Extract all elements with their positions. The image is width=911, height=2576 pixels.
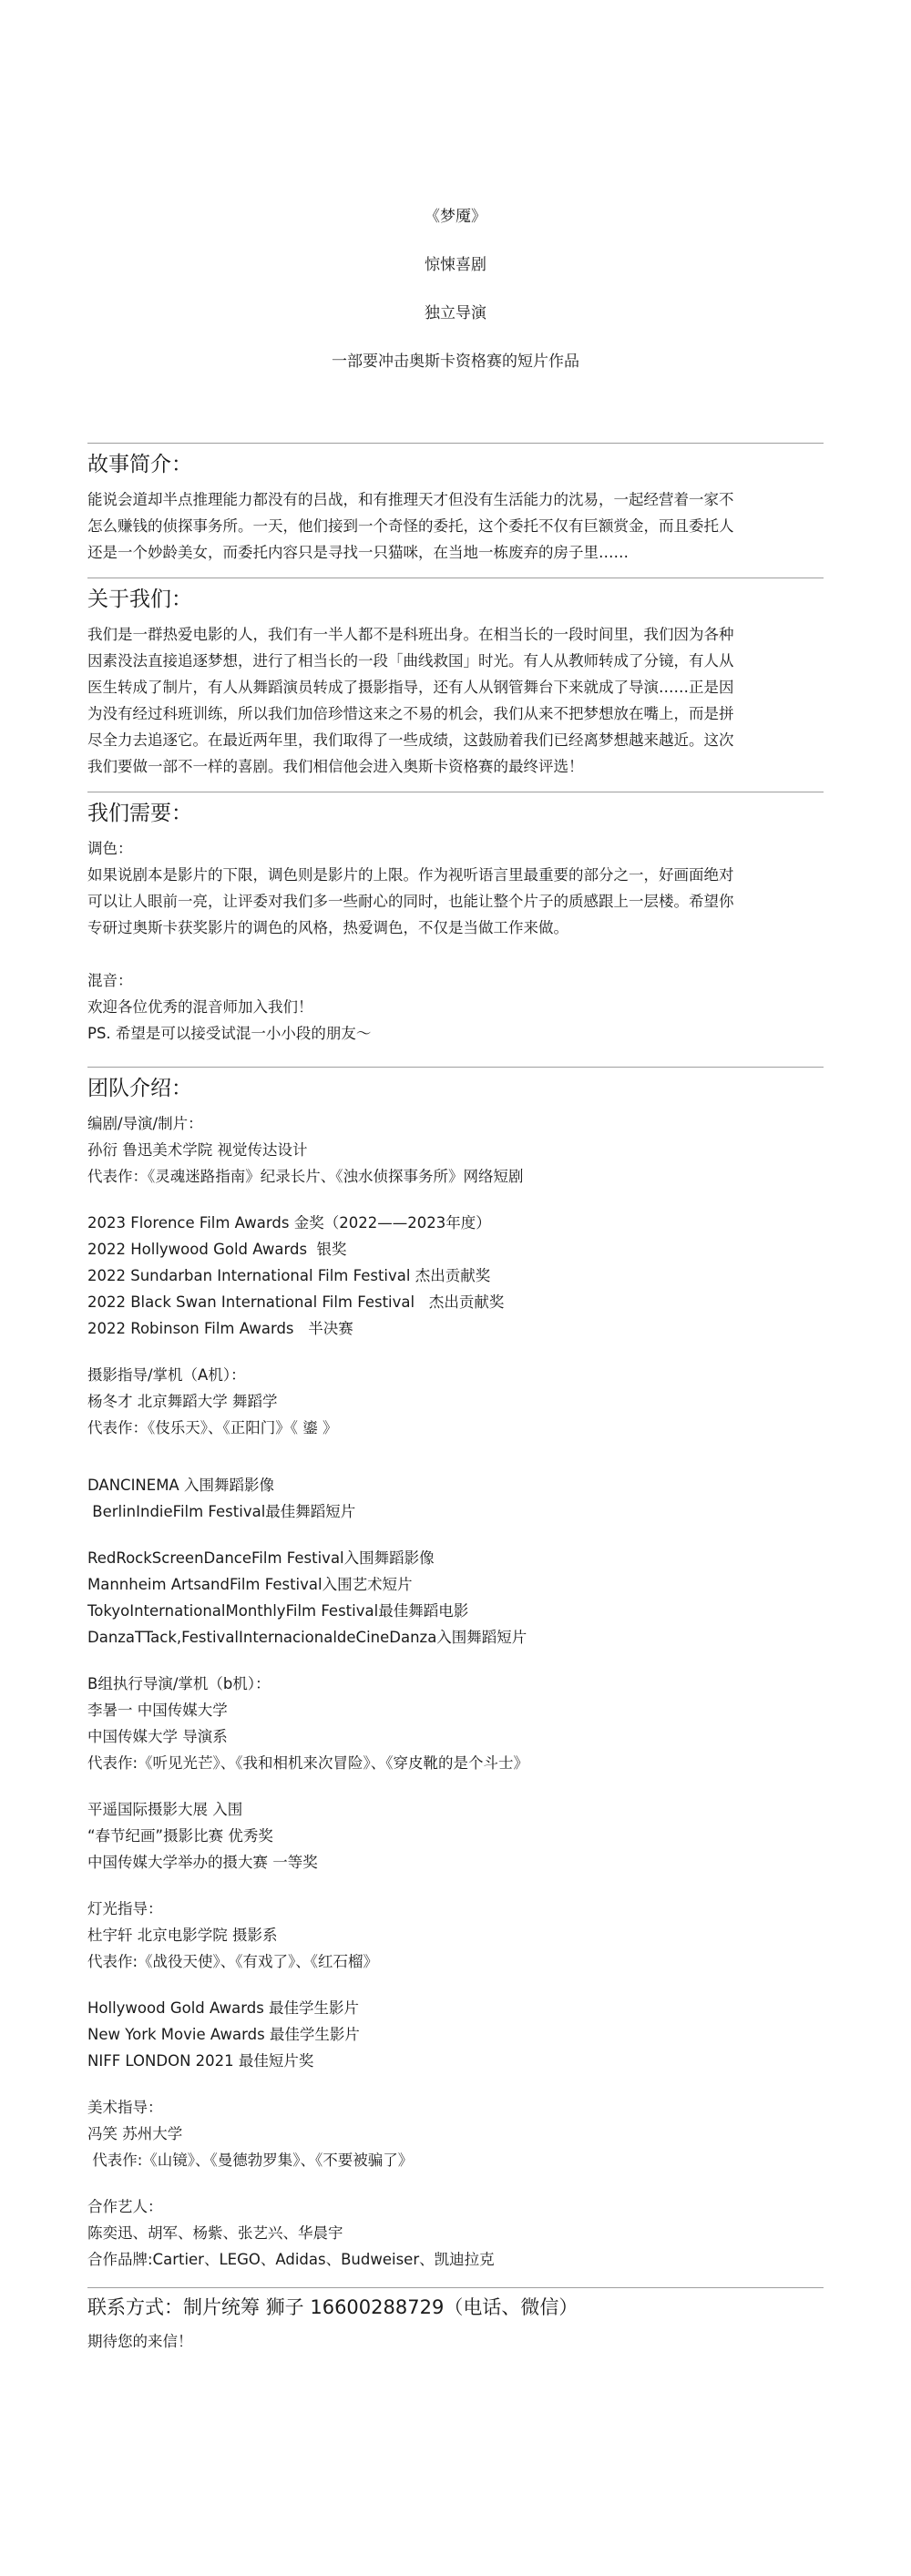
contact-info: 联系方式：制片统筹 狮子 16600288729（电话、微信） [87,2296,578,2318]
mix-label: 混音： [87,972,133,989]
dop-award: DanzaTTack,FestivalInternacionaldeCineDanza入围舞蹈短片 [87,1629,527,1646]
divider [87,443,824,444]
partners-role: 合作艺人： [87,2198,163,2215]
art-name: 冯笑 苏州大学 [87,2125,183,2142]
dop-award: RedRockScreenDanceFilm Festival入围舞蹈影像 [87,1549,435,1567]
film-title: 《梦魇》 [425,208,486,226]
lighting-award: Hollywood Gold Awards 最佳学生影片 [87,1999,360,2017]
art-works: 代表作:《山镜》、《曼德勃罗集》、《不要被骗了》 [87,2152,414,2169]
director-award: 2022 Black Swan International Film Festival 杰出贡献奖 [87,1293,505,1311]
bcam-works: 代表作:《听见光芒》、《我和相机来次冒险》、《穿皮靴的是个斗士》 [87,1754,529,1772]
lighting-role: 灯光指导： [87,1900,163,1917]
director-award: 2022 Sundarban International Film Festival 杰出贡献奖 [87,1267,491,1284]
art-role: 美术指导： [87,2099,163,2116]
partners-brands: 合作品牌:Cartier、LEGO、Adidas、Budweiser、凯迪拉克 [87,2251,495,2268]
divider [87,1067,824,1068]
lighting-works: 代表作:《战役天使》、《有戏了》、《红石榴》 [87,1953,379,1970]
dop-award: BerlinIndieFilm Festival最佳舞蹈短片 [87,1503,356,1520]
mix-line-2: PS. 希望是可以接受试混一小小段的朋友～ [87,1025,372,1042]
director-award: 2022 Robinson Film Awards 半决赛 [87,1320,353,1337]
lighting-name: 杜宇轩 北京电影学院 摄影系 [87,1927,278,1944]
bcam-award: 中国传媒大学举办的摄大赛 一等奖 [87,1854,318,1871]
story-title: 故事简介： [87,453,192,476]
lighting-award: New York Movie Awards 最佳学生影片 [87,2026,360,2043]
mix-line-1: 欢迎各位优秀的混音师加入我们！ [87,998,313,1016]
story-text: 能说会道却半点推理能力都没有的吕战，和有推理天才但没有生活能力的沈易，一起经营着一家不 怎么赚钱的侦探事务所。一天，他们接到一个奇怪的委托，这个委托不仅有巨额赏金，而且委托人 还是一个妙龄美女，而委托内容只是寻找一只猫咪，在当地一栋废弃的房子里…… [87,491,734,561]
about-title: 关于我们： [87,588,192,611]
partners-names: 陈奕迅、胡军、杨紫、张艺兴、华晨宇 [87,2224,343,2242]
dop-works: 代表作：《伎乐天》、《正阳门》《 鎏 》 [87,1419,338,1436]
film-tagline: 一部要冲击奥斯卡资格赛的短片作品 [332,353,579,371]
bcam-role: B组执行导演/掌机（b机）： [87,1675,271,1692]
dop-name: 杨冬才 北京舞蹈大学 舞蹈学 [87,1393,278,1410]
dop-award: DANCINEMA 入围舞蹈影像 [87,1477,274,1494]
dop-award: Mannheim ArtsandFilm Festival入围艺术短片 [87,1576,413,1593]
dop-award: TokyoInternationalMonthlyFilm Festival最佳舞蹈电影 [87,1602,469,1620]
director-name: 孙衍 鲁迅美术学院 视觉传达设计 [87,1141,308,1159]
director-award: 2023 Florence Film Awards 金奖（2022——2023年度） [87,1214,491,1232]
team-title: 团队介绍： [87,1077,192,1100]
director-role: 编剧/导演/制片： [87,1115,203,1132]
closing-line: 期待您的来信！ [87,2333,193,2350]
bcam-award: 平遥国际摄影大展 入围 [87,1801,243,1818]
divider [87,2287,824,2288]
about-text: 我们是一群热爱电影的人，我们有一半人都不是科班出身。在相当长的一段时间里，我们因为各种 因素没法直接追逐梦想，进行了相当长的一段「曲线救国」时光。有人从教师转成了分镜，有人从 医生转成了制片，有人从舞蹈演员转成了摄影指导，还有人从钢管舞台下来就成了导演……正是因 为没有经过科班训练，所以我们加倍珍惜这来之不易的机会，我们从来不把梦想放在嘴上，而是拼 尽全力去追逐它。在最近两年里，我们取得了一些成绩，这鼓励着我们已经离梦想越来越近。这次 我们要做一部不一样的喜剧。我们相信他会进入奥斯卡资格赛的最终评选！ [87,626,734,775]
lighting-award: NIFF LONDON 2021 最佳短片奖 [87,2052,314,2070]
bcam-school: 中国传媒大学 导演系 [87,1728,228,1745]
bcam-name: 李暑一 中国传媒大学 [87,1702,228,1719]
director-works: 代表作：《灵魂迷路指南》纪录长片、《浊水侦探事务所》网络短剧 [87,1168,524,1185]
content [87,443,824,2355]
director-award: 2022 Hollywood Gold Awards 银奖 [87,1241,347,1258]
film-genre: 惊悚喜剧 [425,256,486,274]
dop-role: 摄影指导/掌机（A机）： [87,1366,246,1384]
needs-title: 我们需要： [87,802,192,825]
film-type: 独立导演 [425,304,486,322]
header [0,206,911,399]
color-label: 调色： [87,840,133,857]
color-text: 如果说剧本是影片的下限，调色则是影片的上限。作为视听语言里最重要的部分之一，好画面绝对 可以让人眼前一亮，让评委对我们多一些耐心的同时，也能让整个片子的质感跟上一层楼。希望你 专研过奥斯卡获奖影片的调色的风格，热爱调色，不仅是当做工作来做。 [87,866,734,936]
bcam-award: “春节纪画”摄影比赛 优秀奖 [87,1827,273,1845]
